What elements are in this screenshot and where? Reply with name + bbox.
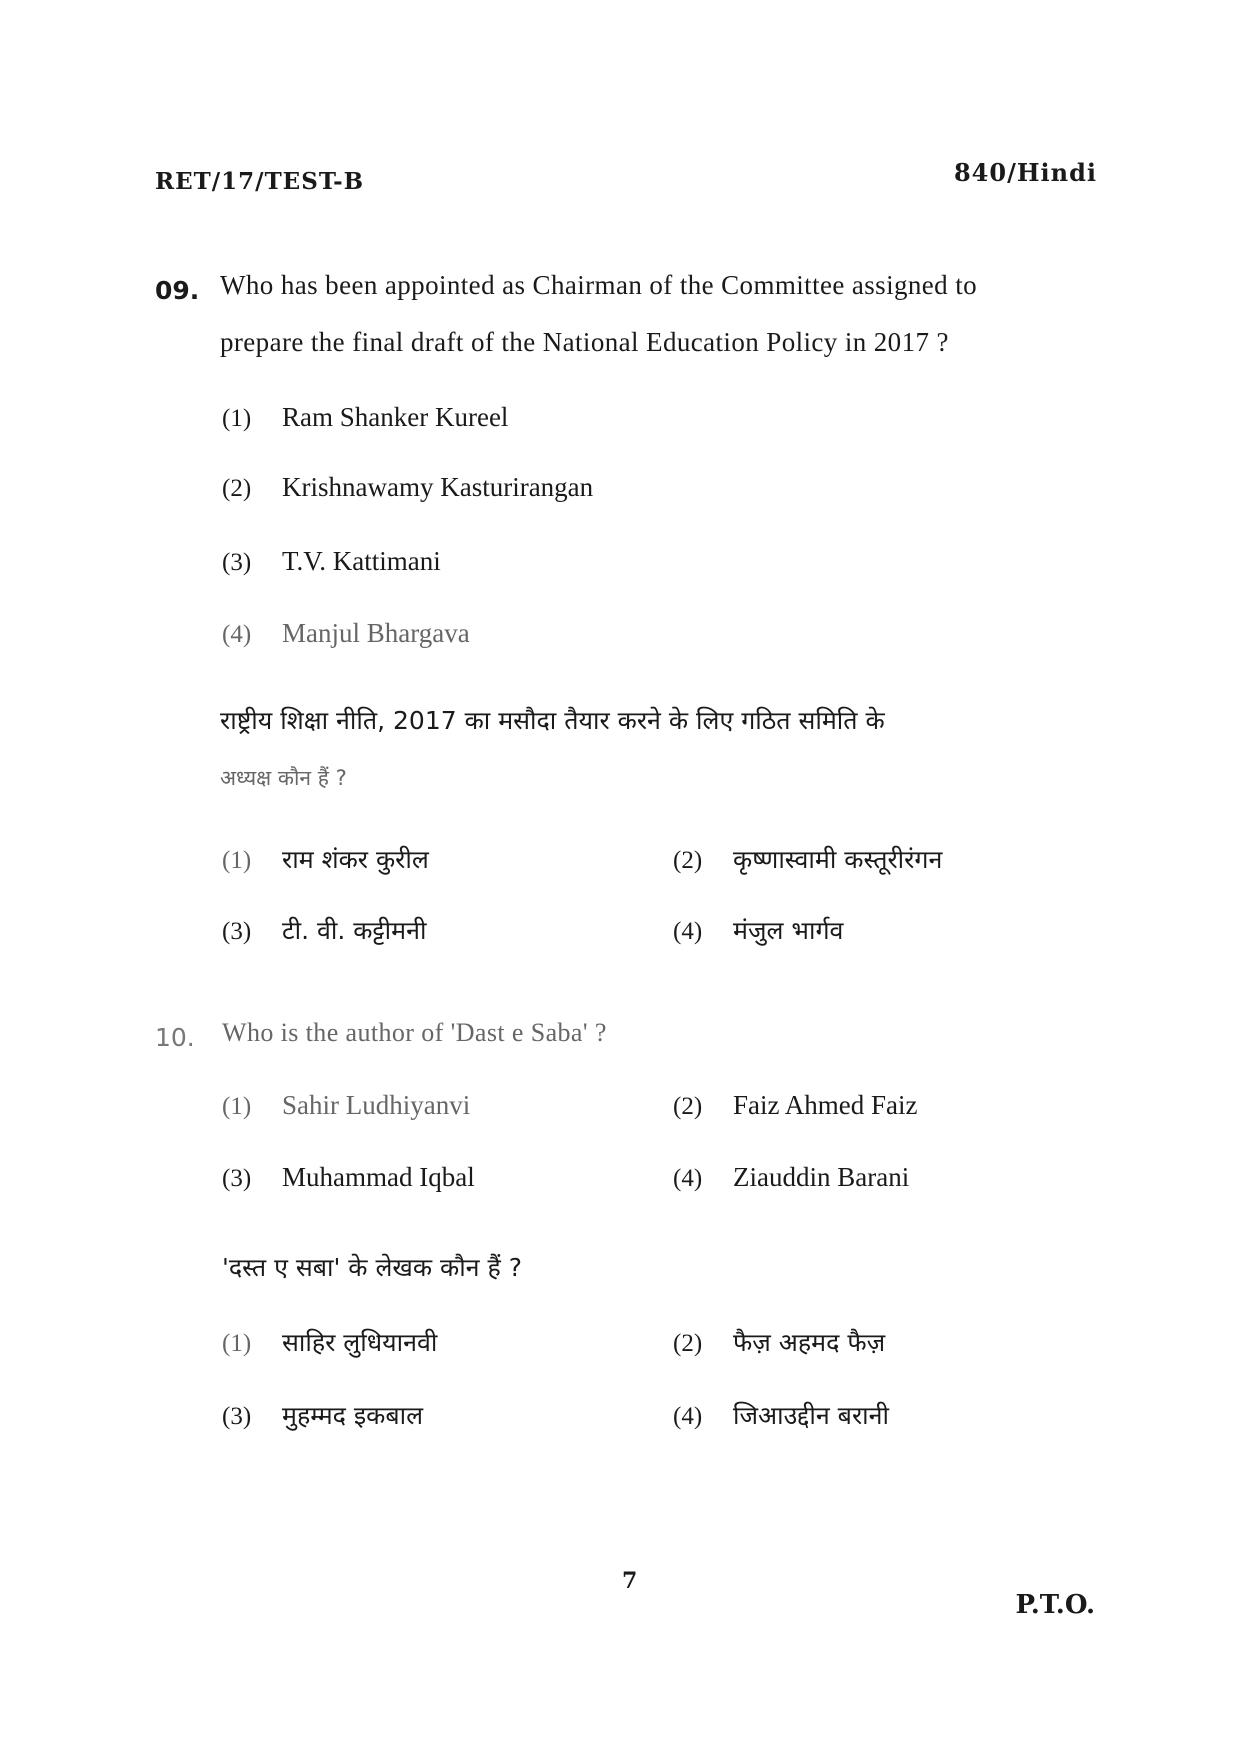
option-number: (4): [673, 918, 703, 945]
question-9-text-line1: Who has been appointed as Chairman of the Committee assigned to: [220, 270, 978, 300]
question-10-number: 10.: [155, 1023, 195, 1052]
option-number: (2): [222, 475, 252, 502]
option-text: T.V. Kattimani: [282, 546, 441, 576]
option-text: Faiz Ahmed Faiz: [733, 1090, 918, 1120]
option-number: (3): [222, 1165, 252, 1192]
option-number: (3): [222, 549, 252, 576]
option-number: (2): [673, 847, 703, 874]
option-number: (4): [673, 1403, 703, 1430]
question-9-option-3[interactable]: [222, 546, 441, 577]
question-9-hindi-option-4[interactable]: [673, 913, 843, 947]
option-number: (3): [222, 1403, 252, 1430]
option-text: मंजुल भार्गव: [733, 916, 844, 945]
option-number: (1): [222, 1330, 252, 1357]
question-9-hindi-option-3[interactable]: [222, 913, 426, 947]
question-10-text: Who is the author of 'Dast e Saba' ?: [222, 1018, 607, 1047]
header-subject: 840/Hindi: [953, 158, 1097, 187]
option-number: (1): [222, 1093, 252, 1120]
option-number: (2): [673, 1093, 703, 1120]
option-text: Krishnawamy Kasturirangan: [282, 472, 594, 502]
option-text: Manjul Bhargava: [282, 618, 470, 648]
question-10-option-3[interactable]: [222, 1162, 475, 1193]
question-9-option-1[interactable]: [222, 402, 508, 433]
question-9-text-line2: prepare the final draft of the National Education Policy in 2017 ?: [220, 327, 949, 357]
question-9-hindi-line2: अध्यक्ष कौन हैं ?: [220, 766, 347, 790]
option-number: (1): [222, 405, 252, 432]
option-text: Sahir Ludhiyanvi: [282, 1090, 471, 1120]
question-10-hindi-option-4[interactable]: [673, 1398, 889, 1432]
question-10-option-4[interactable]: [673, 1162, 909, 1193]
question-10-option-1[interactable]: [222, 1090, 470, 1121]
question-10-option-2[interactable]: [673, 1090, 917, 1121]
question-10-hindi-option-3[interactable]: [222, 1398, 423, 1432]
question-9-number: 09.: [155, 276, 200, 305]
option-text: जिआउद्दीन बरानी: [733, 1401, 889, 1430]
option-text: राम शंकर कुरील: [282, 845, 429, 874]
option-text: फैज़ अहमद फैज़: [733, 1328, 886, 1357]
option-text: मुहम्मद इकबाल: [282, 1401, 424, 1430]
page-number: 7: [622, 1568, 638, 1594]
question-9-option-2[interactable]: [222, 472, 593, 503]
option-text: कृष्णास्वामी कस्तूरीरंगन: [733, 845, 943, 874]
option-number: (4): [673, 1165, 703, 1192]
question-9-option-4[interactable]: [222, 618, 470, 649]
option-number: (3): [222, 918, 252, 945]
option-text: साहिर लुधियानवी: [282, 1328, 438, 1357]
question-9-hindi-option-1[interactable]: [222, 842, 429, 876]
option-text: Muhammad Iqbal: [282, 1162, 475, 1192]
question-10-hindi-option-2[interactable]: [673, 1325, 885, 1359]
option-number: (4): [222, 621, 252, 648]
question-9-hindi-line1: राष्ट्रीय शिक्षा नीति, 2017 का मसौदा तैयार करने के लिए गठित समिति के: [220, 706, 885, 735]
option-text: Ziauddin Barani: [733, 1162, 910, 1192]
option-text: टी. वी. कट्टीमनी: [282, 916, 427, 945]
question-10-hindi-option-1[interactable]: [222, 1325, 437, 1359]
question-9-hindi-option-2[interactable]: [673, 842, 942, 876]
question-10-hindi-text: 'दस्त ए सबा' के लेखक कौन हैं ?: [222, 1253, 522, 1282]
option-number: (1): [222, 847, 252, 874]
pto-label: P.T.O.: [1015, 1590, 1095, 1620]
header-code: RET/17/TEST-B: [155, 168, 365, 195]
option-number: (2): [673, 1330, 703, 1357]
option-text: Ram Shanker Kureel: [282, 402, 509, 432]
